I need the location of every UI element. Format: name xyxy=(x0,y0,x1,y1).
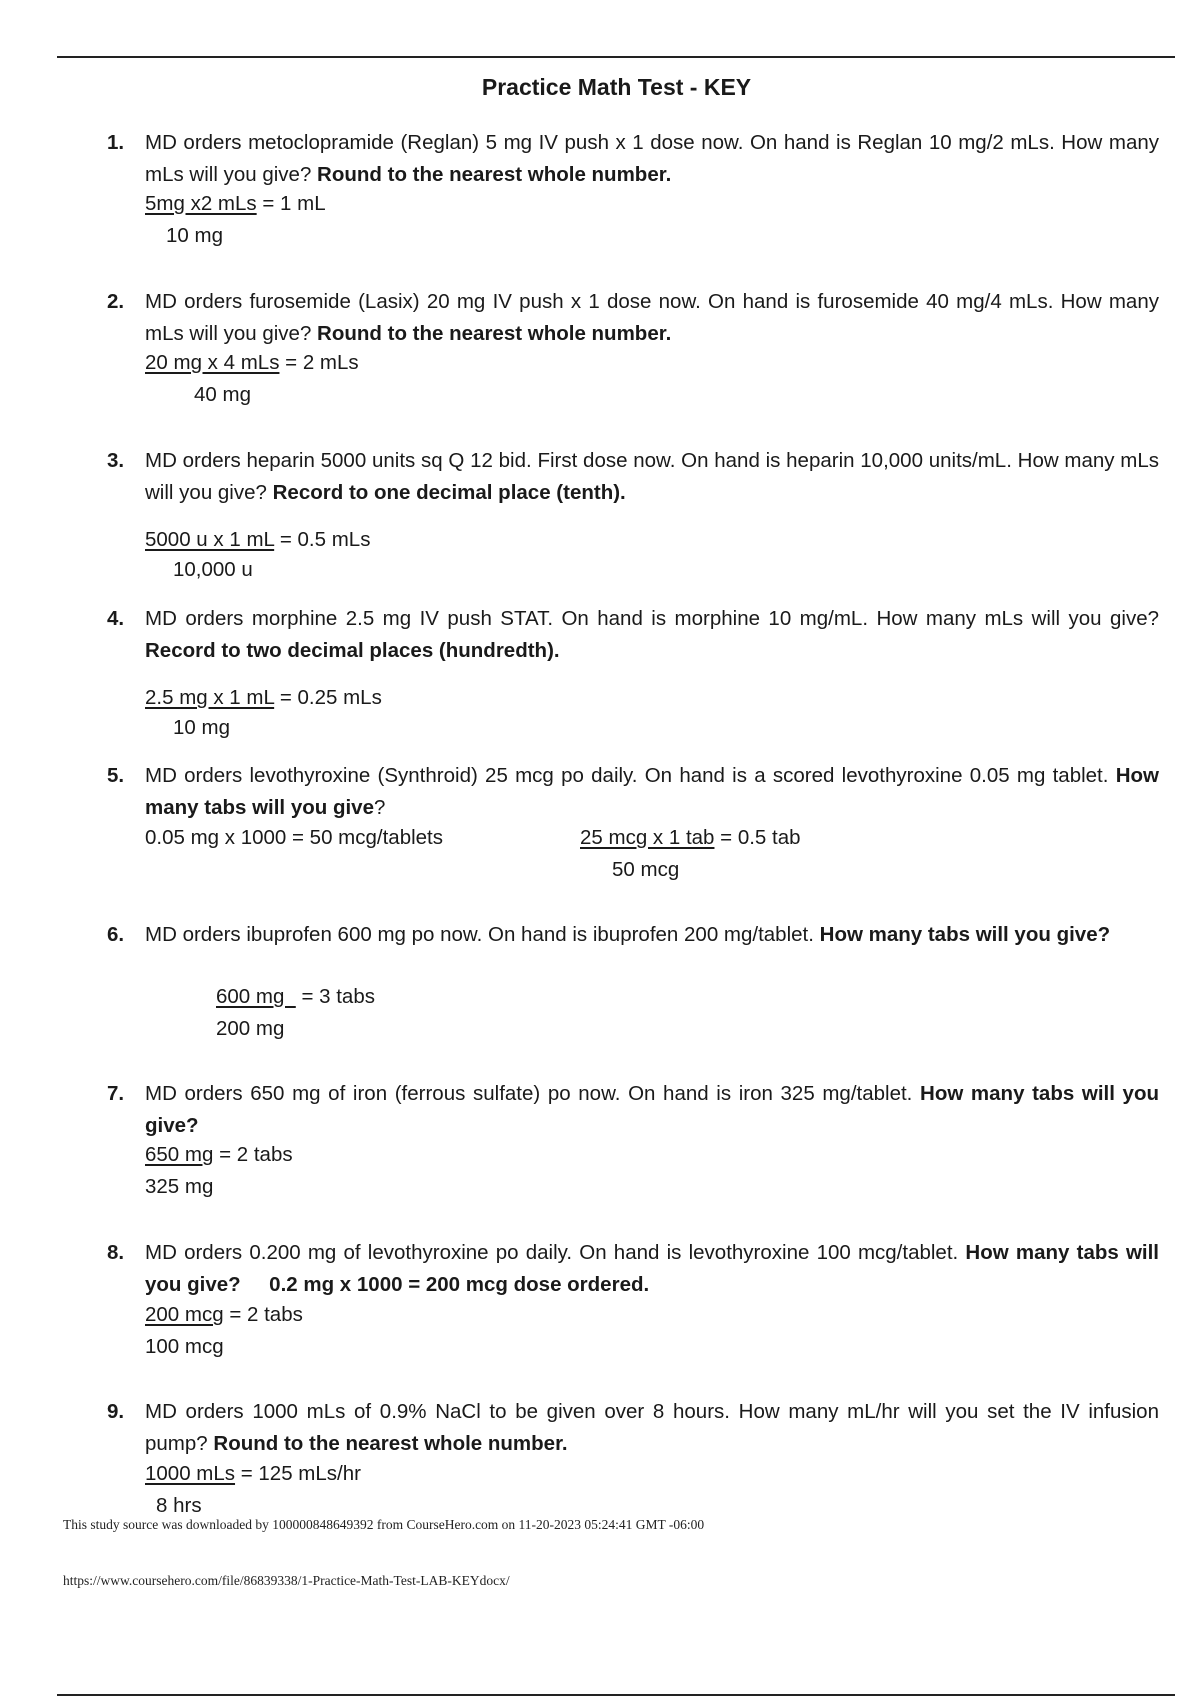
conversion-work-5: 0.05 mg x 1000 = 50 mcg/tablets xyxy=(145,826,444,849)
question-number: 5. xyxy=(107,764,125,787)
work-denominator: 200 mg xyxy=(216,1017,285,1040)
work-denominator: 10,000 u xyxy=(173,558,253,581)
work-denominator: 50 mcg xyxy=(612,858,680,881)
work-denominator: 10 mg xyxy=(166,224,223,247)
work-numerator: 600 mg xyxy=(216,985,296,1008)
question-8 xyxy=(107,1237,1159,1301)
question-number: 4. xyxy=(107,607,125,630)
question-instruction: Round to the nearest whole number. xyxy=(317,322,672,345)
work-denominator: 100 mcg xyxy=(145,1335,224,1358)
question-instruction: Record to one decimal place (tenth). xyxy=(272,481,626,504)
question-text: MD orders heparin 5000 units sq Q 12 bid. First dose now. On hand is heparin 10,000 units/mL. How many mLs will you give? Record to one decimal place (tenth). xyxy=(145,449,1159,504)
work-numerator: 25 mcg x 1 tab xyxy=(580,826,715,849)
question-instruction: How many tabs will you give? xyxy=(145,1241,1159,1296)
work-numerator: 5mg x2 mLs xyxy=(145,192,257,215)
question-2 xyxy=(107,286,1159,350)
work-result: = 125 mLs/hr xyxy=(235,1462,361,1485)
answer-work-7 xyxy=(145,1140,293,1170)
bottom-rule xyxy=(57,1694,1175,1696)
answer-work-4 xyxy=(145,683,382,713)
question-instruction: How many tabs will you give? xyxy=(819,923,1111,946)
question-text: MD orders ibuprofen 600 mg po now. On hand is ibuprofen 200 mg/tablet. How many tabs will you give? xyxy=(145,923,1111,946)
work-denominator: 325 mg xyxy=(145,1175,214,1198)
work-numerator: 5000 u x 1 mL xyxy=(145,528,275,551)
work-result: = 2 tabs xyxy=(223,1303,303,1326)
question-number: 6. xyxy=(107,923,125,946)
question-instruction: Round to the nearest whole number. xyxy=(317,163,672,186)
top-rule xyxy=(57,56,1175,58)
work-result: = 0.5 mLs xyxy=(274,528,371,551)
work-denominator: 40 mg xyxy=(194,383,251,406)
question-number: 1. xyxy=(107,131,125,154)
answer-work-5 xyxy=(580,823,801,853)
answer-work-3 xyxy=(145,525,370,555)
question-text: MD orders metoclopramide (Reglan) 5 mg IV push x 1 dose now. On hand is Reglan 10 mg/2 mLs. How many mLs will you give? Round to the nearest whole number. xyxy=(145,131,1159,186)
answer-work-9 xyxy=(145,1459,361,1489)
work-result: = 0.25 mLs xyxy=(274,686,382,709)
answer-work-2 xyxy=(145,348,359,378)
question-instruction: Record to two decimal places (hundredth). xyxy=(145,639,560,662)
answer-work-1 xyxy=(145,189,326,219)
work-result: = 0.5 tab xyxy=(714,826,801,849)
page-title: Practice Math Test - KEY xyxy=(481,74,752,100)
question-instruction: How many tabs will you give xyxy=(145,764,1159,819)
question-3 xyxy=(107,445,1159,509)
question-text: MD orders 1000 mLs of 0.9% NaCl to be given over 8 hours. How many mL/hr will you set the IV infusion pump? Round to the nearest whole number. xyxy=(145,1400,1159,1455)
question-text: MD orders furosemide (Lasix) 20 mg IV push x 1 dose now. On hand is furosemide 40 mg/4 mLs. How many mLs will you give? Round to the nearest whole number. xyxy=(145,290,1159,345)
question-number: 2. xyxy=(107,290,125,313)
question-5 xyxy=(107,760,1159,824)
work-denominator: 10 mg xyxy=(173,716,230,739)
work-result: = 1 mL xyxy=(256,192,326,215)
question-6 xyxy=(107,919,1159,951)
question-instruction: Round to the nearest whole number. xyxy=(213,1432,568,1455)
work-numerator: 650 mg xyxy=(145,1143,214,1166)
question-9 xyxy=(107,1396,1159,1460)
work-numerator: 20 mg x 4 mLs xyxy=(145,351,280,374)
question-1 xyxy=(107,127,1159,191)
question-instruction: How many tabs will you give? xyxy=(145,1082,1159,1137)
question-4 xyxy=(107,603,1159,667)
question-text: MD orders morphine 2.5 mg IV push STAT. On hand is morphine 10 mg/mL. How many mLs will you give? Record to two decimal places (hundredth). xyxy=(145,607,1159,662)
work-numerator: 200 mcg xyxy=(145,1303,224,1326)
conversion-note: 0.2 mg x 1000 = 200 mcg dose ordered. xyxy=(269,1273,650,1296)
question-text: MD orders 650 mg of iron (ferrous sulfate) po now. On hand is iron 325 mg/tablet. How many tabs will you give? xyxy=(145,1082,1159,1137)
question-number: 8. xyxy=(107,1241,125,1264)
question-7 xyxy=(107,1078,1159,1142)
question-text: MD orders 0.200 mg of levothyroxine po daily. On hand is levothyroxine 100 mcg/tablet. How many tabs will you give? 0.2 mg x 1000 = 200 mcg dose ordered. xyxy=(145,1241,1159,1296)
work-result: = 2 mLs xyxy=(279,351,359,374)
work-numerator: 2.5 mg x 1 mL xyxy=(145,686,275,709)
question-number: 3. xyxy=(107,449,125,472)
work-numerator: 1000 mLs xyxy=(145,1462,236,1485)
work-result: = 2 tabs xyxy=(213,1143,293,1166)
question-number: 9. xyxy=(107,1400,125,1423)
work-denominator: 8 hrs xyxy=(156,1494,202,1517)
work-result: = 3 tabs xyxy=(295,985,375,1008)
source-url[interactable]: https://www.coursehero.com/file/86839338/1-Practice-Math-Test-LAB-KEYdocx/ xyxy=(63,1573,510,1588)
download-source-note: This study source was downloaded by 100000848649392 from CourseHero.com on 11-20-2023 05:24:41 GMT -06:00 xyxy=(63,1517,705,1532)
answer-work-8 xyxy=(145,1300,303,1330)
question-number: 7. xyxy=(107,1082,125,1105)
question-text: MD orders levothyroxine (Synthroid) 25 mcg po daily. On hand is a scored levothyroxine 0.05 mg tablet. How many tabs will you give? xyxy=(145,764,1159,819)
answer-work-6 xyxy=(216,982,375,1012)
